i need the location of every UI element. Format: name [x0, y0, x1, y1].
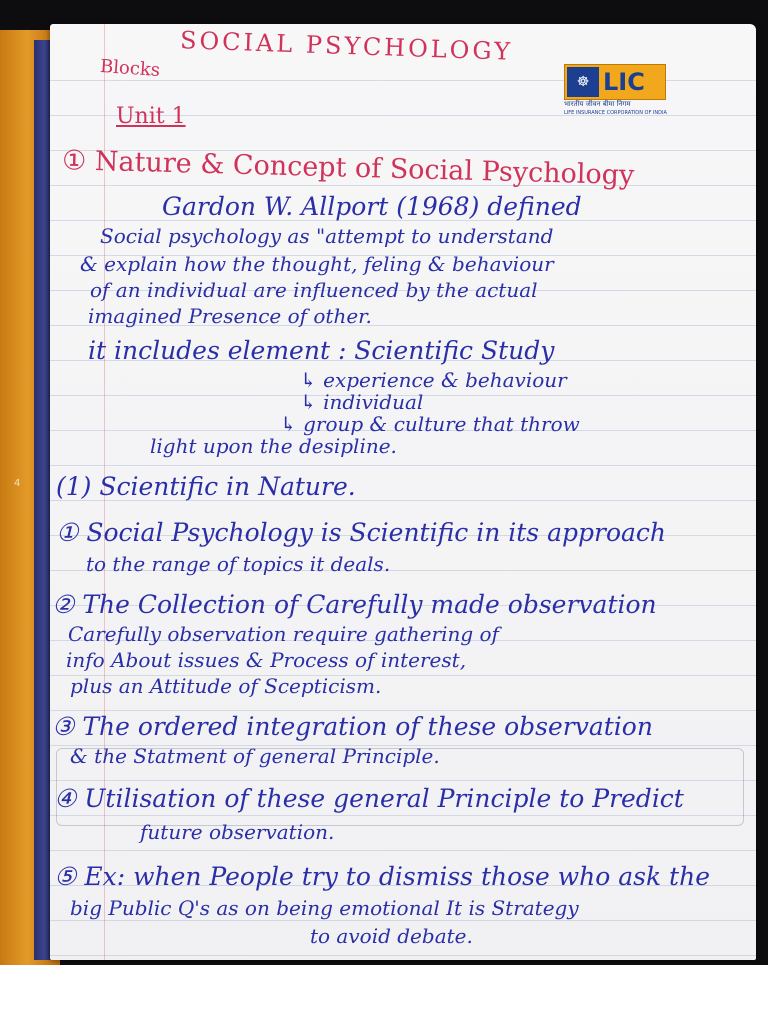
section-heading: ① Nature & Concept of Social Psychology — [61, 145, 635, 192]
allport-line: imagined Presence of other. — [88, 304, 372, 328]
lic-logo — [564, 64, 674, 120]
point-line: future observation. — [140, 820, 335, 844]
elements-intro: it includes element : Scientific Study — [88, 336, 555, 365]
point-line: ③ The ordered integration of these observation — [52, 712, 653, 741]
point-line: info About issues & Process of interest, — [66, 648, 467, 672]
logo-brand: LIC — [603, 68, 645, 96]
page-title: SOCIAL PSYCHOLOGY — [179, 26, 514, 66]
notebook-page — [50, 24, 756, 960]
point-line: Carefully observation require gathering of — [68, 622, 499, 646]
cover-number: 4 — [14, 478, 21, 489]
elements-tail: light upon the desipline. — [150, 434, 397, 458]
allport-line: Gardon W. Allport (1968) defined — [162, 192, 582, 221]
unit-label: Unit 1 — [116, 104, 186, 129]
point-line: ④ Utilisation of these general Principle to Predict — [54, 784, 684, 813]
point-line: plus an Attitude of Scepticism. — [70, 674, 382, 698]
element-item: ↳ experience & behaviour — [300, 368, 567, 392]
allport-line: of an individual are influenced by the actual — [90, 278, 538, 302]
logo-hindi-line: भारतीय जीवन बीमा निगम — [564, 100, 631, 108]
point-line: ① Social Psychology is Scientific in its approach — [56, 518, 666, 547]
logo-english-line: LIFE INSURANCE CORPORATION OF INDIA — [564, 110, 667, 116]
point-line: big Public Q's as on being emotional It is Strategy — [70, 896, 579, 920]
allport-line: Social psychology as "attempt to understand — [100, 224, 554, 248]
element-item: ↳ group & culture that throw — [280, 412, 580, 436]
point-line: ⑤ Ex: when People try to dismiss those who ask the — [54, 862, 710, 891]
section-1-heading: (1) Scientific in Nature. — [56, 472, 356, 501]
point-line: ② The Collection of Carefully made observation — [52, 590, 657, 619]
point-line: to avoid debate. — [310, 924, 473, 948]
point-line: to the range of topics it deals. — [86, 552, 391, 576]
logo-box — [564, 64, 666, 100]
blocks-label: Blocks — [99, 55, 161, 82]
point-line: & the Statment of general Principle. — [70, 744, 440, 768]
element-item: ↳ individual — [300, 390, 424, 414]
allport-line: & explain how the thought, feling & behaviour — [80, 252, 554, 276]
lic-emblem-icon: ☸ — [567, 67, 599, 97]
